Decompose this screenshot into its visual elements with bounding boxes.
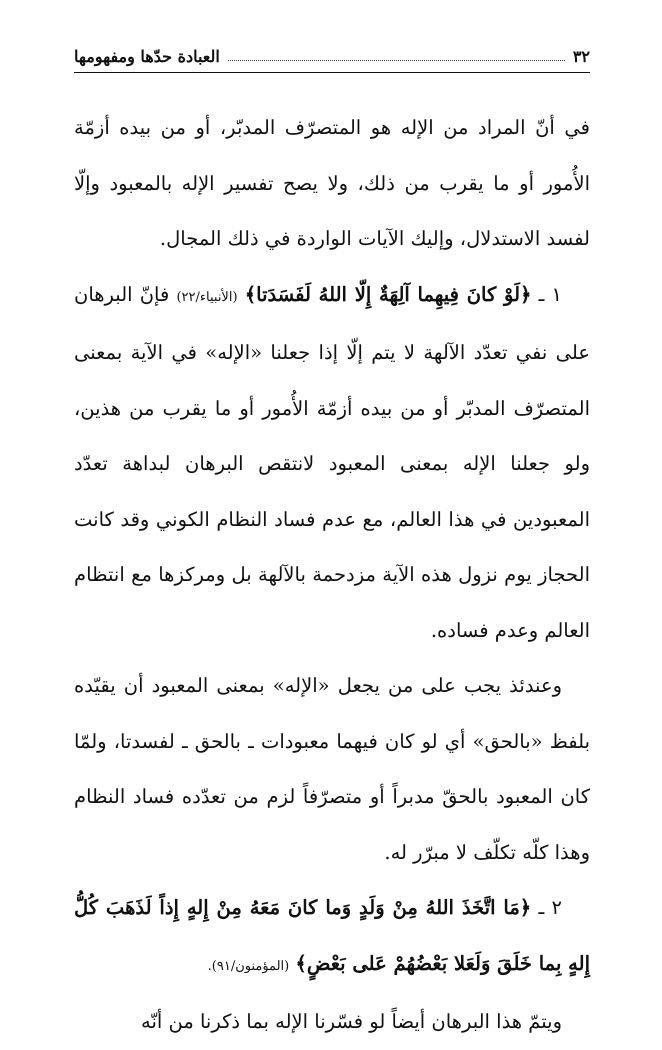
paragraph-verse-1	[74, 267, 590, 659]
page-body	[74, 100, 590, 1050]
paragraph-verse-2	[74, 880, 590, 994]
verse-reference: (الأنبياء/٢٢)	[176, 289, 238, 305]
quran-verse: ﴿لَوْ كانَ فِيهِما آلِهَةٌ إِلّا اللهُ لَفَسَدَتا﴾	[244, 282, 532, 306]
item-number: ٢ ـ	[538, 896, 562, 919]
paragraph-continuation: ويتمّ هذا البرهان أيضاً لو فسّرنا الإله بما ذكرنا من أنّه	[141, 1010, 562, 1033]
header-dot-leader	[228, 59, 565, 61]
running-title: العبادة حدّها ومفهومها	[74, 47, 220, 66]
verse-reference: (المؤمنون/٩١).	[207, 958, 290, 974]
page-number: ٣٢	[572, 47, 590, 66]
verse-commentary: فإنّ البرهان على نفي تعدّد الآلهة لا يتم إلّا إذا جعلنا «الإله» في الآية بمعنى المتصرّف المدبّر أو من بيده أزمّة الأُمور أو ما يقرب من هذين، ولو جعلنا الإله بمعنى المعبود لانتقص البرهان لبداهة تعدّد المعبودين في هذا العالم، مع عدم فساد النظام الكوني وقد كانت الحجاز يوم نزول هذه الآية مزدحمة بالآلهة بل ومركزها مع انتظام العالم وعدم فساده.	[74, 282, 590, 642]
quran-verse: ﴿مَا اتَّخَذَ اللهُ مِنْ وَلَدٍ وَما كانَ مَعَهُ مِنْ إِلهٍ إِذاً لَذَهَبَ كُلُّ إِلهٍ بِما خَلَقَ وَلَعَلا بَعْضُهُمْ عَلى بَعْضٍ﴾	[74, 896, 590, 975]
running-header	[74, 38, 590, 73]
paragraph-qualification: وعندئذ يجب على من يجعل «الإله» بمعنى المعبود أن يقيّده بلفظ «بالحق» أي لو كان فيهما معبودات ـ بالحق ـ لفسدتا، ولمّا كان المعبود بالحقّ مدبراً أو متصرّفاً لزم من تعدّده فساد النظام وهذا كلّه تكلّف لا مبرّر له.	[74, 674, 590, 864]
item-number: ١ ـ	[538, 282, 562, 306]
paragraph-intro: في أنّ المراد من الإله هو المتصرّف المدبّر، أو من بيده أزمّة الأُمور أو ما يقرب من ذلك، ولا يصح تفسير الإله بالمعبود وإلّا لفسد الاستدلال، وإليك الآيات الواردة في ذلك المجال.	[74, 116, 590, 250]
